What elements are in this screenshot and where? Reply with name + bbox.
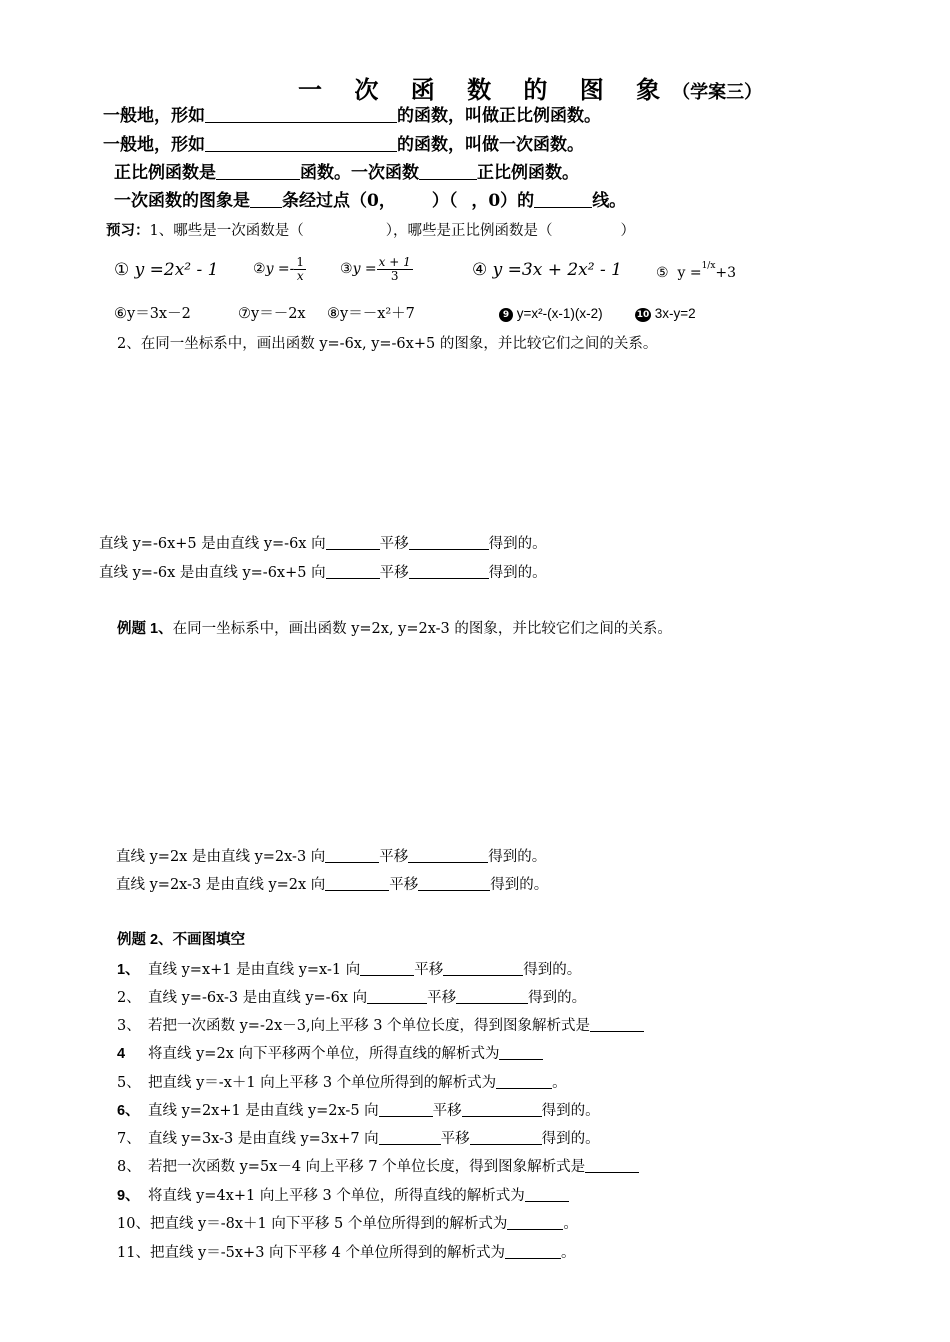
fraction — [377, 256, 413, 282]
item-tail: 得到的。 — [528, 990, 587, 1006]
option-6 — [114, 307, 191, 322]
def4-d: ，0）的 — [471, 191, 535, 211]
blank[interactable] — [419, 165, 477, 180]
option-10 — [635, 307, 696, 322]
item-number: 4 — [117, 1046, 126, 1062]
item-tail: 。 — [563, 1216, 578, 1232]
item-number: 10、 — [117, 1216, 150, 1232]
blank[interactable] — [360, 961, 414, 976]
item-tail: 。 — [552, 1075, 567, 1091]
preview-label: 预习： — [106, 223, 150, 239]
formula: 3x-y=2 — [654, 306, 696, 321]
exercise-item — [117, 989, 586, 1006]
def1-tail: 的函数，叫做正比例函数。 — [397, 106, 601, 126]
option-4 — [472, 262, 622, 279]
result-tail: 得到的。 — [488, 849, 547, 865]
denominator: 3 — [390, 268, 399, 283]
option-mark: ④ — [472, 260, 488, 280]
item-lead: 将直线 y=2x 向下平移两个单位，所得直线的解析式为 — [148, 1046, 500, 1062]
title-sub: （学案三） — [672, 82, 763, 103]
item-lead: 若把一次函数 y=-2x－3,向上平移 3 个单位长度，得到图象解析式是 — [148, 1018, 591, 1034]
blank[interactable] — [443, 961, 523, 976]
item-lead: 直线 y=2x+1 是由直线 y=2x-5 向 — [148, 1103, 379, 1119]
def4-a: 一次函数的图象是 — [114, 191, 250, 211]
result-mid: 平移 — [379, 849, 409, 865]
blank[interactable] — [379, 1130, 441, 1145]
item-number: 11、 — [117, 1245, 150, 1261]
item-mid: 平移 — [440, 1131, 470, 1147]
page-title — [298, 75, 763, 104]
blank[interactable] — [409, 564, 489, 579]
item-number: 8、 — [117, 1159, 141, 1175]
q1-part-a: 1、哪些是一次函数是（ — [149, 223, 304, 239]
result-mid: 平移 — [379, 565, 409, 581]
example-1-result-1 — [116, 848, 546, 865]
result-lead: 直线 y=2x 是由直线 y=2x-3 向 — [116, 849, 326, 865]
item-tail: 得到的。 — [541, 1103, 600, 1119]
blank[interactable] — [326, 564, 380, 579]
option-mark: ③ — [340, 261, 353, 278]
item-number: 5、 — [117, 1075, 141, 1091]
exercise-item — [117, 1074, 567, 1091]
option-5 — [656, 262, 736, 280]
blank[interactable] — [367, 989, 427, 1004]
result-lead: 直线 y=2x-3 是由直线 y=2x 向 — [116, 877, 326, 893]
example-2-label: 例题 2、不画图填空 — [117, 932, 246, 948]
exercise-item — [117, 1130, 600, 1147]
item-mid: 平移 — [432, 1103, 462, 1119]
preview-question-1 — [106, 224, 635, 239]
definition-proportional — [103, 108, 601, 125]
preview-result-2 — [99, 564, 547, 581]
exercise-item — [117, 1244, 575, 1261]
definition-graph — [114, 193, 626, 210]
def3-b: 函数。一次函数 — [300, 163, 419, 183]
item-number: 1、 — [117, 962, 140, 978]
item-number: 2、 — [117, 990, 141, 1006]
blank[interactable] — [408, 848, 488, 863]
formula-tail: +3 — [715, 265, 737, 281]
formula-lead: y =- — [265, 261, 295, 278]
example-1-text: 在同一坐标系中，画出函数 y=2x, y=2x-3 的图象，并比较它们之间的关系。 — [172, 621, 672, 637]
blank[interactable] — [326, 535, 380, 550]
example-1-result-2 — [116, 876, 548, 893]
item-lead: 直线 y=3x-3 是由直线 y=3x+7 向 — [148, 1131, 379, 1147]
formula: y =2x² - 1 — [134, 260, 219, 280]
q2-text: 2、在同一坐标系中，画出函数 y=-6x, y=-6x+5 的图象，并比较它们之间的关系。 — [117, 336, 658, 352]
item-lead: 直线 y=x+1 是由直线 y=x-1 向 — [148, 962, 361, 978]
result-mid: 平移 — [389, 877, 419, 893]
item-mid: 平移 — [414, 962, 444, 978]
formula-lead: y = — [352, 261, 377, 278]
option-2 — [253, 256, 306, 282]
blank[interactable] — [205, 108, 397, 123]
example-1-question — [117, 622, 672, 637]
def4-e: 线。 — [592, 191, 627, 211]
blank[interactable] — [418, 876, 490, 891]
option-mark: ⑤ — [656, 265, 669, 281]
formula: ⑧y＝－x²＋7 — [327, 306, 415, 322]
circled-number: 10 — [636, 310, 650, 320]
numerator: x + 1 — [378, 255, 411, 269]
exercise-item — [117, 1102, 600, 1119]
item-lead: 直线 y=-6x-3 是由直线 y=-6x 向 — [148, 990, 368, 1006]
blank[interactable] — [507, 1215, 563, 1230]
option-mark: ② — [253, 261, 266, 278]
def4-b: 条经过点（0， — [282, 191, 396, 211]
result-tail: 得到的。 — [490, 877, 549, 893]
blank[interactable] — [470, 1130, 542, 1145]
example-2-heading — [117, 933, 245, 948]
item-lead: 把直线 y＝-x＋1 向上平移 3 个单位所得到的解析式为 — [148, 1075, 497, 1091]
blank[interactable] — [379, 1102, 433, 1117]
def2-lead: 一般地，形如 — [103, 135, 205, 155]
item-lead: 把直线 y＝-8x＋1 向下平移 5 个单位所得到的解析式为 — [149, 1216, 508, 1232]
blank[interactable] — [325, 876, 389, 891]
blank[interactable] — [505, 1244, 561, 1259]
definition-linear — [103, 137, 584, 154]
option-1 — [114, 262, 219, 279]
q1-part-b: ），哪些是正比例函数是（ — [385, 223, 553, 239]
title-main: 一 次 函 数 的 图 象 — [298, 75, 673, 104]
blank[interactable] — [585, 1158, 639, 1173]
result-lead: 直线 y=-6x 是由直线 y=-6x+5 向 — [99, 565, 326, 581]
option-mark: ① — [114, 260, 130, 280]
option-9 — [499, 307, 603, 322]
item-number: 9、 — [117, 1188, 140, 1204]
option-3 — [340, 256, 413, 282]
result-tail: 得到的。 — [488, 536, 547, 552]
exercise-item — [117, 1215, 578, 1232]
item-tail: 得到的。 — [541, 1131, 600, 1147]
circled-number: 9 — [499, 308, 513, 322]
item-number: 3、 — [117, 1018, 141, 1034]
formula: y =3x + 2x² - 1 — [492, 260, 622, 280]
exercise-item — [117, 1158, 639, 1175]
exercise-item — [117, 1187, 569, 1204]
def4-c: ）（ — [431, 191, 458, 211]
item-tail: 得到的。 — [523, 962, 582, 978]
item-lead: 若把一次函数 y=5x－4 向上平移 7 个单位长度，得到图象解析式是 — [148, 1159, 586, 1175]
option-7 — [238, 307, 306, 322]
result-tail: 得到的。 — [488, 565, 547, 581]
denominator: x — [296, 268, 304, 283]
result-lead: 直线 y=-6x+5 是由直线 y=-6x 向 — [99, 536, 326, 552]
blank[interactable] — [409, 535, 489, 550]
blank[interactable] — [525, 1187, 569, 1202]
blank[interactable] — [499, 1045, 543, 1060]
blank[interactable] — [250, 193, 282, 208]
item-mid: 平移 — [427, 990, 457, 1006]
definition-relation — [114, 165, 579, 182]
fraction — [294, 256, 306, 282]
exercise-item — [117, 1017, 644, 1034]
item-lead: 把直线 y＝-5x+3 向下平移 4 个单位所得到的解析式为 — [149, 1245, 505, 1261]
preview-question-2 — [117, 337, 657, 352]
preview-result-1 — [99, 535, 547, 552]
blank[interactable] — [456, 989, 528, 1004]
def2-tail: 的函数，叫做一次函数。 — [397, 135, 584, 155]
blank[interactable] — [496, 1074, 552, 1089]
blank[interactable] — [534, 193, 592, 208]
item-tail: 。 — [560, 1245, 576, 1261]
item-lead: 将直线 y=4x+1 向上平移 3 个单位，所得直线的解析式为 — [148, 1188, 525, 1204]
item-number: 6、 — [117, 1103, 140, 1119]
formula: ⑦y＝－2x — [238, 306, 306, 322]
formula-lead: y = — [677, 265, 702, 281]
q1-part-c: ） — [620, 223, 635, 239]
formula: y=x²-(x-1)(x-2) — [516, 306, 603, 321]
def3-a: 正比例函数是 — [114, 163, 216, 183]
exercise-item — [117, 1045, 543, 1062]
blank[interactable] — [205, 137, 397, 152]
def1-lead: 一般地，形如 — [103, 106, 205, 126]
exponent: 1/x — [701, 261, 716, 271]
blank[interactable] — [325, 848, 379, 863]
example-1-label: 例题 1、 — [117, 621, 173, 637]
item-number: 7、 — [117, 1131, 141, 1147]
blank[interactable] — [216, 165, 300, 180]
numerator: 1 — [296, 255, 305, 269]
result-mid: 平移 — [379, 536, 409, 552]
formula: ⑥y＝3x－2 — [114, 306, 191, 322]
blank[interactable] — [462, 1102, 542, 1117]
exercise-item — [117, 961, 581, 978]
blank[interactable] — [590, 1017, 644, 1032]
option-8 — [327, 307, 415, 322]
def3-c: 正比例函数。 — [477, 163, 579, 183]
